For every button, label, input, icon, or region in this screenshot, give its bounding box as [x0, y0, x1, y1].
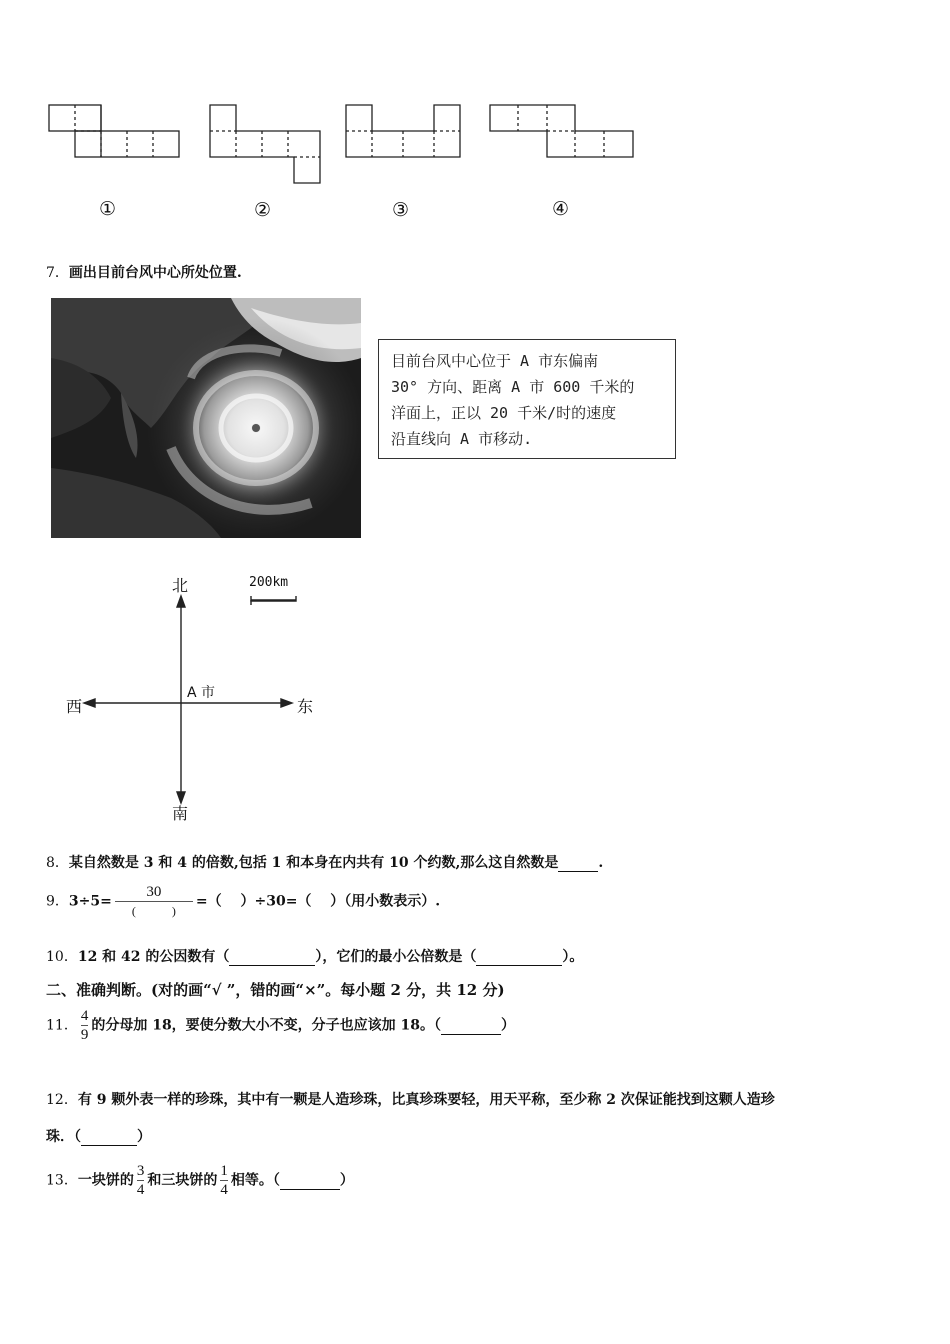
- question-end: ）: [339, 1172, 354, 1189]
- answer-blank-1[interactable]: [229, 949, 315, 966]
- answer-blank[interactable]: [558, 855, 598, 872]
- question-lhs: 3÷5=: [68, 893, 112, 910]
- question-text: 画出目前台风中心所处位置.: [68, 265, 242, 281]
- fraction-denominator: 9: [80, 1027, 89, 1043]
- question-end: ）: [501, 1017, 516, 1034]
- question-number: 10．: [46, 949, 78, 965]
- cube-net-3: [346, 105, 460, 157]
- fraction-numerator: 1: [220, 1163, 228, 1179]
- fraction-denominator: 4: [136, 1182, 145, 1198]
- question-text: 有 9 颗外表一样的珍珠，其中有一颗是人造珍珠，比真珍珠要轻，用天平称，至少称 2 次保证能找到这颗人造珍: [77, 1092, 775, 1108]
- question-8: [46, 852, 603, 872]
- answer-blank[interactable]: [441, 1018, 501, 1035]
- question-number: 11．: [46, 1017, 78, 1034]
- typhoon-satellite-image: [51, 298, 361, 538]
- question-text: 珠．（: [46, 1129, 81, 1145]
- fraction: [220, 1162, 228, 1199]
- fraction: [115, 883, 193, 920]
- question-9: [46, 883, 440, 920]
- compass-west: 西: [66, 697, 83, 716]
- question-7: [46, 262, 242, 282]
- answer-blank-2[interactable]: [476, 949, 562, 966]
- question-text: 一块饼的: [77, 1172, 134, 1189]
- fraction-numerator: 4: [80, 1008, 89, 1024]
- compass-diagram: [80, 590, 310, 830]
- cube-net-4: [490, 105, 633, 157]
- answer-blank[interactable]: [81, 1129, 137, 1146]
- net-label-1: ①: [99, 198, 117, 220]
- question-number: 8．: [46, 855, 69, 871]
- info-line: 30° 方向、距离 A 市 600 千米的: [391, 378, 635, 396]
- question-text: ）。: [562, 949, 584, 965]
- question-11: [46, 1007, 515, 1044]
- cube-net-1: [49, 105, 179, 157]
- scale-label: 200km: [249, 575, 289, 590]
- net-label-3: ③: [392, 199, 410, 221]
- fraction-numerator: 30: [146, 884, 162, 900]
- cube-net-2: [210, 105, 320, 183]
- compass-center-label: A 市: [187, 685, 216, 701]
- section-heading: 二、准确判断。(对的画“√ ”，错的画“×”。每小题 2 分，共 12 分): [46, 981, 505, 999]
- question-text: 12 和 42 的公因数有（: [77, 949, 230, 965]
- question-13: [46, 1162, 354, 1199]
- compass-south: 南: [172, 804, 189, 823]
- info-line: 洋面上，正以 20 千米/时的速度: [391, 404, 617, 422]
- question-12: [46, 1089, 775, 1109]
- question-rest: =（ ）÷30=（ ）（用小数表示）.: [195, 893, 441, 910]
- fraction: [137, 1162, 145, 1199]
- fraction: [81, 1007, 89, 1044]
- fraction-denominator: 4: [220, 1182, 228, 1198]
- answer-blank[interactable]: [280, 1173, 340, 1190]
- question-number: 12．: [46, 1092, 78, 1108]
- compass-north: 北: [172, 576, 189, 595]
- question-10: [46, 946, 583, 966]
- fraction-numerator: 3: [136, 1163, 145, 1179]
- question-text: ），它们的最小公倍数是（: [315, 949, 477, 965]
- question-end: ）: [137, 1129, 151, 1145]
- fraction-denominator[interactable]: ( ): [115, 901, 193, 920]
- info-line: 目前台风中心位于 A 市东偏南: [391, 352, 599, 370]
- net-label-4: ④: [552, 198, 570, 220]
- cube-nets-figure: [40, 95, 650, 195]
- compass-east: 东: [297, 697, 314, 716]
- question-12-line-2: [46, 1126, 151, 1146]
- question-text: 的分母加 18，要使分数大小不变，分子也应该加 18。（: [91, 1017, 442, 1034]
- question-text: 和三块饼的: [147, 1172, 218, 1189]
- question-text: 相等。（: [230, 1172, 280, 1189]
- question-end: .: [598, 855, 604, 871]
- question-text: 某自然数是 3 和 4 的倍数,包括 1 和本身在内共有 10 个约数,那么这自然数是: [68, 855, 559, 871]
- question-number: 9．: [46, 893, 69, 910]
- info-line: 沿直线向 A 市移动.: [391, 430, 533, 448]
- question-number: 13．: [46, 1172, 78, 1189]
- question-number: 7．: [46, 265, 69, 281]
- net-label-2: ②: [254, 199, 272, 221]
- typhoon-info-box: [378, 339, 676, 459]
